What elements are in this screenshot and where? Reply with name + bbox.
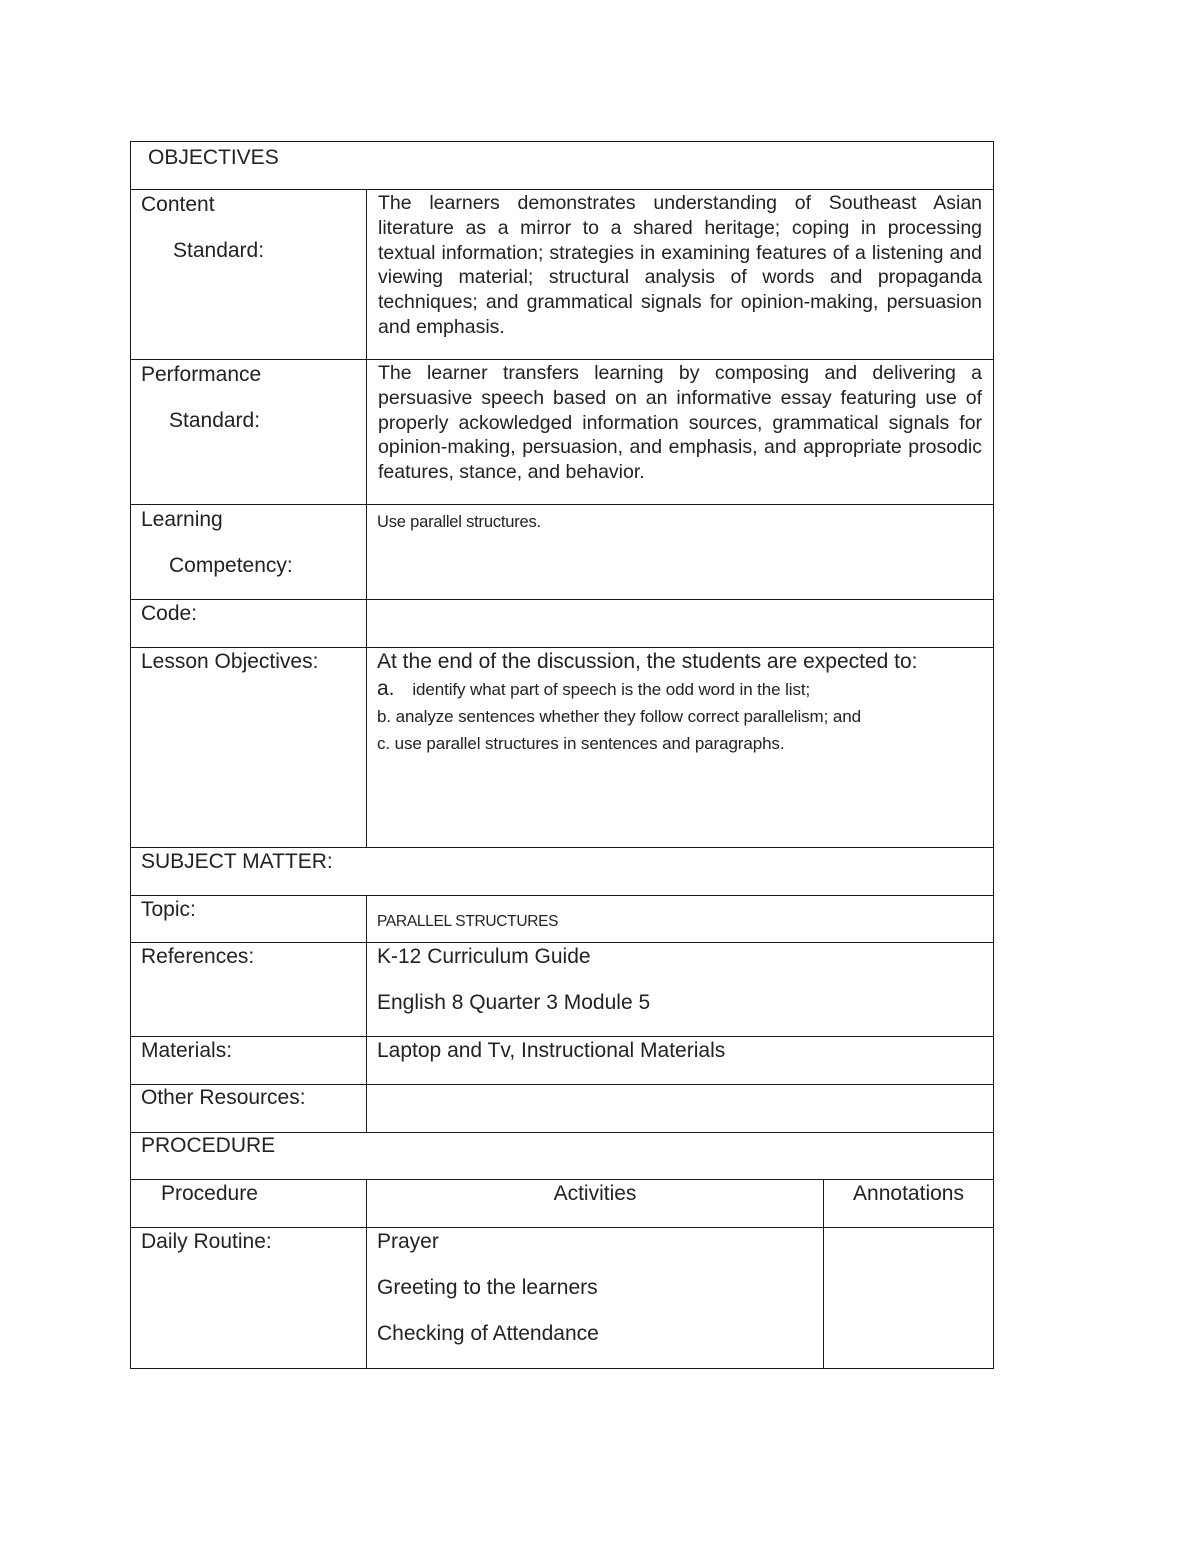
code-value (367, 600, 993, 619)
references-row (131, 943, 994, 1037)
topic-value-cell (367, 896, 994, 943)
lesson-objectives-text-cell (367, 648, 994, 848)
subject-matter-header-cell (131, 848, 994, 896)
activities-column-header-cell (367, 1180, 824, 1228)
performance-standard-sublabel: Standard: (169, 409, 261, 432)
materials-label-cell (131, 1037, 367, 1085)
lesson-objectives-intro: At the end of the discussion, the students are expected to: (377, 650, 918, 673)
objectives-header-cell (131, 142, 994, 190)
activity-item: Checking of Attendance (377, 1322, 599, 1345)
code-value-cell (367, 600, 994, 648)
objective-a-marker: a. (377, 677, 395, 700)
procedure-heading: PROCEDURE (141, 1134, 276, 1157)
daily-routine-activities-cell (367, 1228, 824, 1369)
topic-label-cell (131, 896, 367, 943)
subject-matter-heading: SUBJECT MATTER: (141, 850, 333, 873)
annotations-column-header-cell (824, 1180, 994, 1228)
topic-label: Topic: (141, 898, 196, 921)
code-label: Code: (141, 602, 198, 625)
learning-competency-text-cell (367, 505, 994, 600)
other-resources-row (131, 1085, 994, 1133)
lesson-plan-table (130, 141, 994, 1369)
content-standard-sublabel: Standard: (173, 239, 265, 262)
competency-sublabel: Competency: (169, 554, 293, 577)
performance-standard-text: The learner transfers learning by composing and delivering a persuasive speech based on an informative essay featuring use of properly ackowledged information sources, grammatical signals for opinion-making, persuasion, and emphasis, and appropriate prosodic features, stance, and behavior. (378, 362, 983, 484)
annotations-column-header: Annotations (853, 1182, 964, 1205)
reference-item: K-12 Curriculum Guide (377, 945, 591, 968)
activity-item: Prayer (377, 1230, 439, 1253)
content-standard-label-cell (131, 190, 367, 360)
learning-label: Learning (141, 508, 223, 531)
performance-standard-row (131, 360, 994, 505)
topic-row (131, 896, 994, 943)
objective-a-text: identify what part of speech is the odd word in the list; (412, 680, 811, 699)
other-resources-label: Other Resources: (141, 1086, 306, 1109)
lesson-objectives-row (131, 648, 994, 848)
lesson-objectives-label: Lesson Objectives: (141, 650, 319, 673)
learning-competency-row (131, 505, 994, 600)
references-label: References: (141, 945, 255, 968)
topic-value: PARALLEL STRUCTURES (377, 913, 559, 930)
lesson-objectives-label-cell (131, 648, 367, 848)
other-resources-label-cell (131, 1085, 367, 1133)
content-standard-text-cell (367, 190, 994, 360)
activity-item: Greeting to the learners (377, 1276, 598, 1299)
objectives-heading: OBJECTIVES (148, 146, 279, 169)
procedure-columns-row (131, 1180, 994, 1228)
objectives-section-row (131, 142, 994, 190)
other-resources-value-cell (367, 1085, 994, 1133)
content-standard-row (131, 190, 994, 360)
reference-item: English 8 Quarter 3 Module 5 (377, 991, 651, 1014)
procedure-section-row (131, 1133, 994, 1180)
materials-value: Laptop and Tv, Instructional Materials (377, 1039, 726, 1062)
materials-row (131, 1037, 994, 1085)
procedure-column-header-cell (131, 1180, 367, 1228)
other-resources-value (367, 1085, 993, 1104)
daily-routine-row (131, 1228, 994, 1369)
daily-routine-label: Daily Routine: (141, 1230, 272, 1253)
materials-label: Materials: (141, 1039, 233, 1062)
content-standard-text: The learners demonstrates understanding of Southeast Asian literature as a mirror to a shared heritage; coping in processing textual information; strategies in examining features of a listening and viewing material; structural analysis of words and propaganda techniques; and grammatical signals for opinion-making, persuasion and emphasis. (378, 192, 983, 338)
performance-standard-label-cell (131, 360, 367, 505)
subject-matter-section-row (131, 848, 994, 896)
content-label: Content (141, 193, 215, 216)
materials-value-cell (367, 1037, 994, 1085)
references-value-cell (367, 943, 994, 1037)
daily-routine-annotations-cell (824, 1228, 994, 1369)
code-row (131, 600, 994, 648)
performance-label: Performance (141, 363, 262, 386)
learning-competency-text: Use parallel structures. (377, 513, 541, 531)
performance-standard-text-cell (367, 360, 994, 505)
objective-item-b: b. analyze sentences whether they follow correct parallelism; and (377, 707, 861, 726)
activities-column-header: Activities (553, 1182, 637, 1205)
daily-routine-annotations (824, 1228, 993, 1247)
code-label-cell (131, 600, 367, 648)
objective-item-a (377, 675, 982, 703)
learning-competency-label-cell (131, 505, 367, 600)
references-label-cell (131, 943, 367, 1037)
procedure-header-cell (131, 1133, 994, 1180)
daily-routine-label-cell (131, 1228, 367, 1369)
procedure-column-header: Procedure (161, 1182, 258, 1205)
objective-item-c: c. use parallel structures in sentences and paragraphs. (377, 734, 785, 753)
